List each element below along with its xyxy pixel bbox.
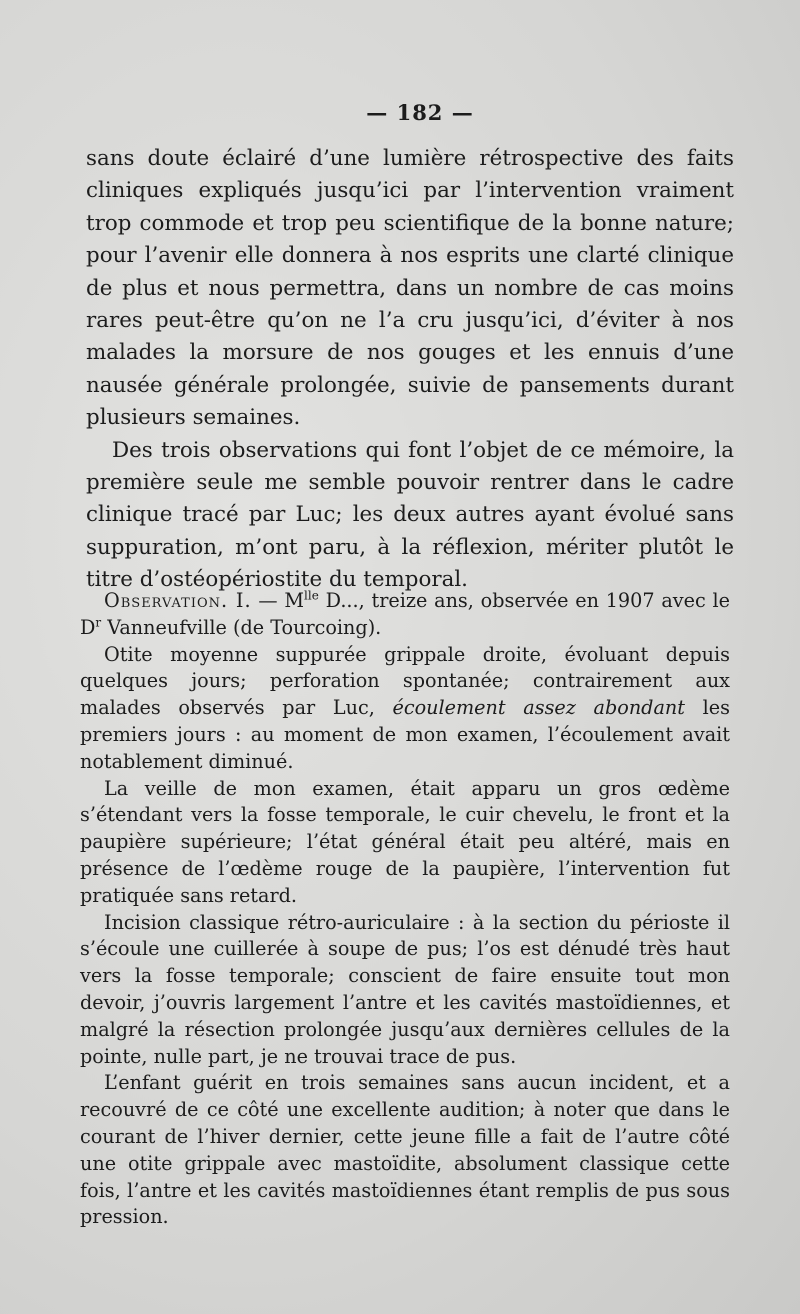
intro-text — [86, 143, 734, 597]
intro-paragraph-2: Des trois observations qui font l’objet de ce mémoire, la première seule me semble pouvoir rentrer dans le cadre clinique tracé par Luc; les deux autres ayant évolué sans suppuration, m’ont paru, à la réflexion, mériter plutôt le titre d’ostéopériostite du temporal. — [86, 437, 734, 593]
observation-section — [80, 588, 730, 1231]
p1-emphasis: écoulement assez abondant — [392, 696, 685, 720]
patient-prefix: M — [284, 589, 305, 612]
observation-heading-line — [80, 588, 730, 642]
observation-paragraph-1 — [80, 642, 730, 776]
p1-end: les premiers jours : au moment de mon examen, l’écoulement avait notablement diminué. — [80, 696, 730, 773]
patient-info: D..., treize ans, observée en 1907 avec le D — [80, 589, 731, 639]
doctor-title-sup: r — [95, 615, 102, 630]
doctor-info: Vanneufville (de Tourcoing). — [101, 615, 382, 639]
p1-start: Otite moyenne suppurée grippale droite, évoluant depuis quelques jours; perforation spontanée; contrairement aux malades observés par Luc, — [80, 642, 730, 720]
observation-title: Observation. I. — [104, 589, 252, 612]
page-number: — 182 — — [366, 100, 474, 125]
heading-dash: — — [251, 589, 285, 612]
intro-paragraph-1: sans doute éclairé d’une lumière rétrospective des faits cliniques expliqués jusqu’ici par l’intervention vraiment trop commode et trop peu scientifique de la bonne nature; pour l’avenir elle donnera à nos esprits une clarté clinique de plus et nous permettra, dans un nombre de cas moins rares peut-être qu’on ne l’a cru jusqu’ici, d’éviter à nos malades la morsure de nos gouges et les ennuis d’une nausée générale prolongée, suivie de pansements durant plusieurs semaines. — [86, 146, 734, 431]
observation-paragraph-4: L’enfant guérit en trois semaines sans aucun incident, et a recouvré de ce côté une excellente audition; à noter que dans le courant de l’hiver dernier, cette jeune fille a fait de l’autre côté une otite grippale avec mastoïdite, absolument classique cette fois, l’antre et les cavités mastoïdiennes étant remplis de pus sous pression. — [80, 1071, 730, 1229]
observation-paragraph-2: La veille de mon examen, était apparu un gros œdème s’étendant vers la fosse temporale, le cuir chevelu, le front et la paupière supérieure; l’état général était peu altéré, mais en présence de l’œdème rouge de la paupière, l’intervention fut pratiquée sans retard. — [80, 776, 730, 907]
patient-title-sup: lle — [304, 588, 319, 603]
observation-paragraph-3: Incision classique rétro-auriculaire : à la section du périoste il s’écoule une cuillerée à soupe de pus; l’os est dénudé très haut vers la fosse temporale; conscient de faire ensuite tout mon devoir, j’ouvris largement l’antre et les cavités mastoïdiennes, et malgré la résection prolongée jusqu’aux dernières cellules de la pointe, nulle part, je ne trouvai trace de pus. — [80, 910, 730, 1068]
